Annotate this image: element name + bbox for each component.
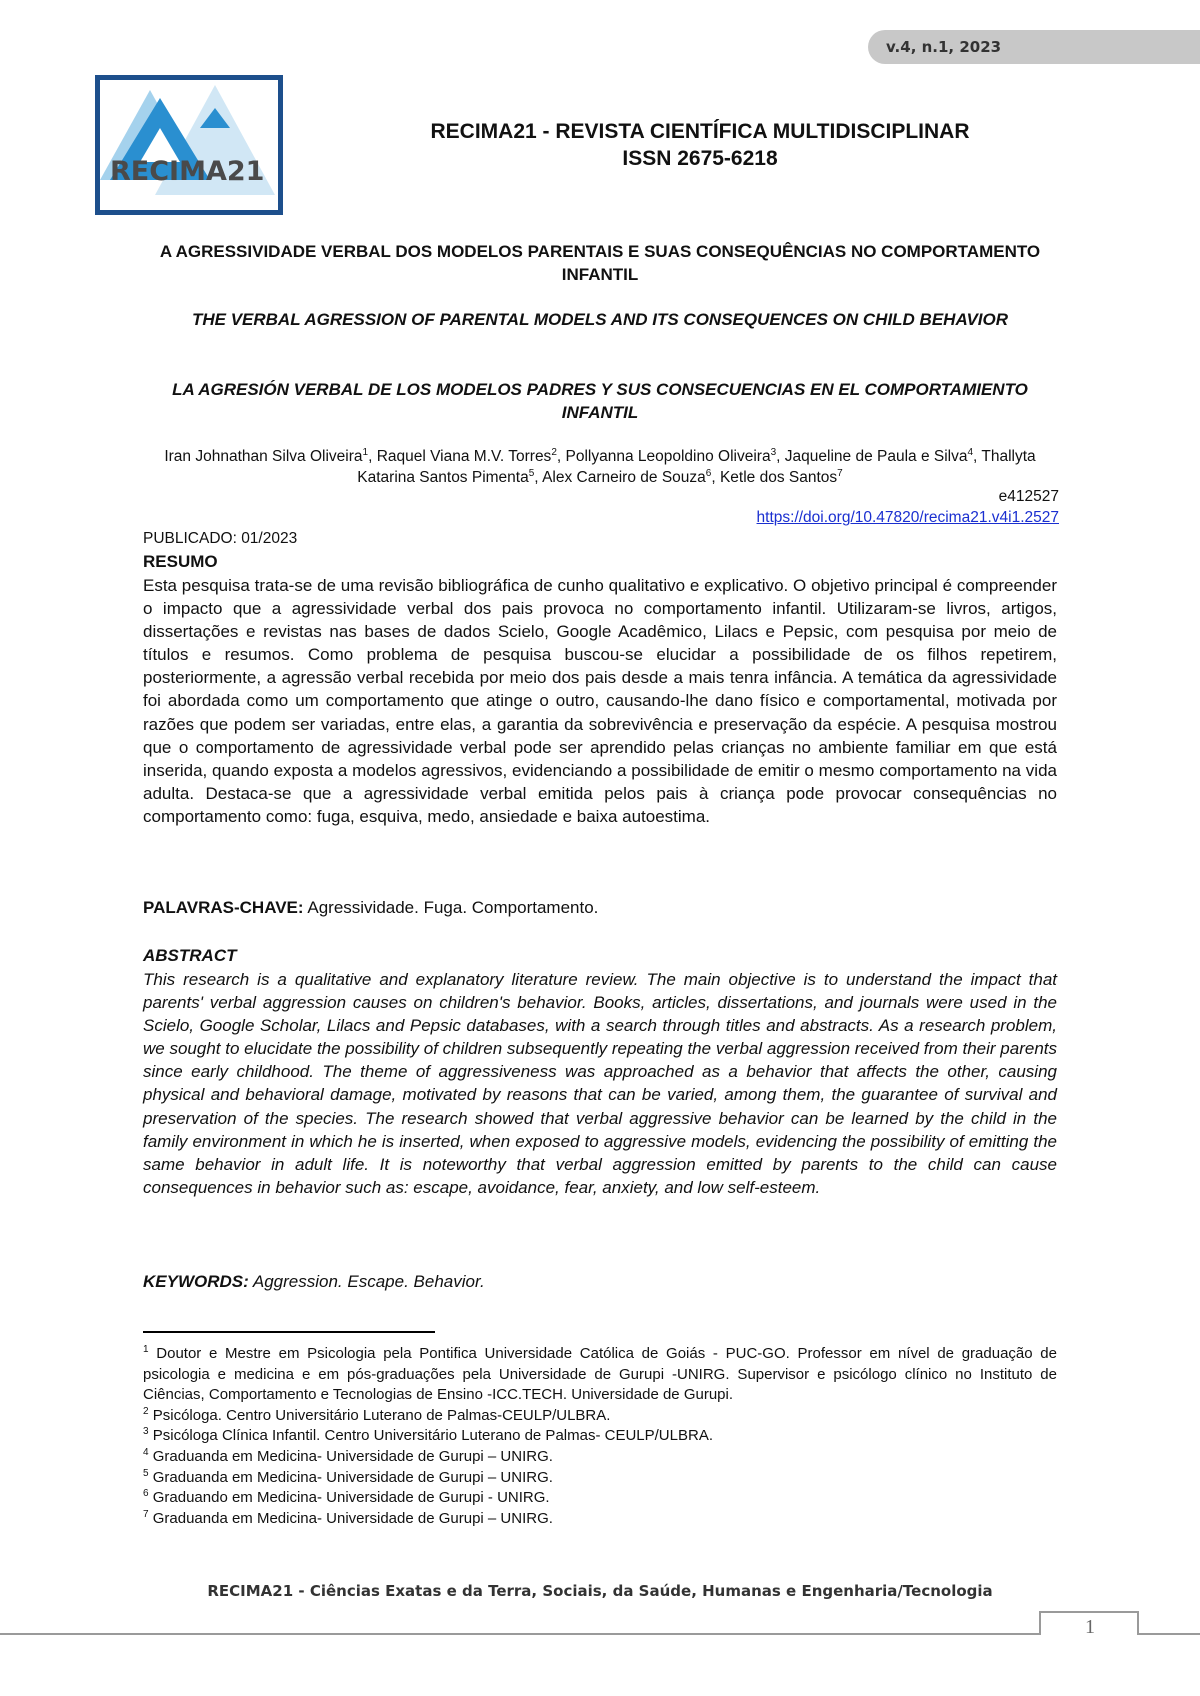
article-id: e412527 xyxy=(998,488,1059,505)
footnote-text: Graduando em Medicina- Universidade de Gurupi - UNIRG. xyxy=(152,1489,550,1507)
footnote-text: Graduanda em Medicina- Universidade de Gurupi – UNIRG. xyxy=(152,1447,553,1465)
footnote xyxy=(143,1406,1057,1427)
author-mark: 4 xyxy=(967,446,974,458)
issue-badge: v.4, n.1, 2023 xyxy=(868,30,1200,64)
footnote-mark: 1 xyxy=(143,1344,149,1355)
keywords-en-values: Aggression. Escape. Behavior. xyxy=(252,1272,485,1291)
author-name: Pollyanna Leopoldino Oliveira xyxy=(565,448,771,465)
journal-name: RECIMA21 - REVISTA CIENTÍFICA MULTIDISCIPLINAR xyxy=(430,120,970,143)
footnotes xyxy=(143,1344,1057,1529)
author-mark: 2 xyxy=(551,446,557,458)
author-mark: 7 xyxy=(837,467,843,479)
footnote-mark: 2 xyxy=(143,1405,149,1417)
footnote xyxy=(143,1488,1057,1509)
footnote xyxy=(143,1509,1057,1530)
footer-rule xyxy=(0,1606,1200,1646)
logo-text: RECIMA21 xyxy=(110,156,265,187)
footnote-divider xyxy=(143,1331,435,1333)
author-mark: 6 xyxy=(705,467,712,479)
keywords-en-label: KEYWORDS: xyxy=(143,1272,249,1291)
footnote-text: Graduanda em Medicina- Universidade de Gurupi – UNIRG. xyxy=(152,1468,553,1486)
author-name: Iran Johnathan Silva Oliveira xyxy=(164,448,363,465)
resumo-heading: RESUMO xyxy=(143,552,218,571)
author-name: Alex Carneiro de Souza xyxy=(542,469,706,486)
title-english: THE VERBAL AGRESSION OF PARENTAL MODELS AND ITS CONSEQUENCES ON CHILD BEHAVIOR xyxy=(191,310,1009,329)
title-spanish: LA AGRESIÓN VERBAL DE LOS MODELOS PADRES Y SUS CONSECUENCIAS EN EL COMPORTAMIENTO INFANTIL xyxy=(172,380,1028,422)
footnote-mark: 3 xyxy=(143,1426,149,1438)
resumo-text: Esta pesquisa trata-se de uma revisão bibliográfica de cunho qualitativo e explicativo. O objetivo principal é compreender o impacto que a agressividade verbal dos pais provoca no comportamento infantil. Utilizaram-se livros, artigos, dissertações e revistas nas bases de dados Scielo, Google Acadêmico, Lilacs e Pepsic, com pesquisa por meio de títulos e resumos. Como problema de pesquisa buscou-se elucidar a possibilidade de os filhos repetirem, posteriormente, a agressão verbal recebida por meio dos pais desde a mais tenra infância. A temática da agressividade foi abordada como um comportamento que atinge o outro, causando-lhe dano físico e comportamental, motivada por razões que podem ser variadas, entre elas, a garantia da sobrevivência e preservação da espécie. A pesquisa mostrou que o comportamento de agressividade verbal pode ser aprendido pelas crianças no ambiente familiar em que está inserida, quando exposta a modelos agressivos, evidenciando a possibilidade de emitir o mesmo comportamento na vida adulta. Destaca-se que a agressividade verbal emitida pelos pais à criança pode provocar consequências no comportamento como: fuga, esquiva, medo, ansiedade e baixa autoestima. xyxy=(143,576,1057,826)
footnote-text: Doutor e Mestre em Psicologia pela Pontifica Universidade Católica de Goiás - PUC-GO. Professor em nível de graduação de psicologia e medicina e em pós-graduações pela Universidade de Gurupi -UNIRG. Supervisor e psicólogo clínico no Instituto de Ciências, Comportamento e Tecnologias de Ensino -ICC.TECH. Universidade de Gurupi. xyxy=(143,1345,1057,1404)
footnote xyxy=(143,1447,1057,1468)
abstract-text: This research is a qualitative and explanatory literature review. The main objective is to understand the impact that parents' verbal aggression causes on children's behavior. Books, articles, dissertations, and journals were used in the Scielo, Google Scholar, Lilacs and Pepsic databases, with a search through titles and abstracts. As a research problem, we sought to elucidate the possibility of children subsequently repeating the verbal aggression received from their parents since early childhood. The theme of aggressiveness was approached as a behavior that affects the other, causing physical and behavioral damage, motivated by reasons that can be varied, among them, the guarantee of survival and preservation of the species. The research showed that verbal aggressive behavior can be learned by the child in the family environment in which he is inserted, when exposed to aggressive models, evidencing the possibility of emitting the same behavior in adult life. It is noteworthy that verbal aggression emitted by parents to the child can cause consequences in behavior such as: escape, avoidance, fear, anxiety, and low self-esteem. xyxy=(143,970,1057,1197)
author-name: Ketle dos Santos xyxy=(719,469,838,486)
keywords-pt xyxy=(143,898,598,918)
abstract-heading: ABSTRACT xyxy=(143,946,237,965)
footnote-text: Psicóloga. Centro Universitário Luterano de Palmas-CEULP/ULBRA. xyxy=(152,1406,611,1424)
journal-issn: ISSN 2675-6218 xyxy=(622,147,778,170)
author-mark: 3 xyxy=(770,446,777,458)
keywords-pt-label: PALAVRAS-CHAVE: xyxy=(143,898,304,917)
logo-graphic xyxy=(100,80,278,210)
author-mark: 5 xyxy=(528,467,535,479)
doi-link[interactable]: https://doi.org/10.47820/recima21.v4i1.2527 xyxy=(756,509,1059,526)
keywords-en xyxy=(143,1272,485,1292)
author-name: Thallyta Katarina Santos Pimenta xyxy=(357,448,1036,486)
page-number: 1 xyxy=(1085,1616,1095,1638)
footnote-mark: 7 xyxy=(143,1508,149,1520)
author-name: Raquel Viana M.V. Torres xyxy=(376,448,552,465)
author-name: Jaqueline de Paula e Silva xyxy=(784,448,968,465)
footnote xyxy=(143,1468,1057,1489)
footnote-text: Graduanda em Medicina- Universidade de Gurupi – UNIRG. xyxy=(152,1509,553,1527)
footnote-mark: 5 xyxy=(143,1467,149,1479)
keywords-pt-values: Agressividade. Fuga. Comportamento. xyxy=(307,898,599,917)
footnote-mark: 6 xyxy=(143,1488,149,1500)
footnote xyxy=(143,1344,1057,1406)
footer-text: RECIMA21 - Ciências Exatas e da Terra, Sociais, da Saúde, Humanas e Engenharia/Tecnologia xyxy=(207,1582,993,1600)
footnote-mark: 4 xyxy=(143,1446,149,1458)
journal-header xyxy=(300,118,1100,172)
footnote xyxy=(143,1426,1057,1447)
journal-logo xyxy=(95,75,283,215)
author-list: Iran Johnathan Silva Oliveira$^1$, Raquel Viana M.V. Torres$^2$, Pollyanna Leopoldino Oliveira$^3$, Jaqueline de Paula e Silva$^4$, Thallyta Katarina Santos Pimenta$^5$, Alex Carneiro de Souza$^6$, Ketle dos Santos$^7$ xyxy=(164,446,1036,486)
title-portuguese: A AGRESSIVIDADE VERBAL DOS MODELOS PARENTAIS E SUAS CONSEQUÊNCIAS NO COMPORTAMENTO INFANTIL xyxy=(159,242,1041,284)
author-mark: 1 xyxy=(362,446,369,458)
footnote-text: Psicóloga Clínica Infantil. Centro Universitário Luterano de Palmas- CEULP/ULBRA. xyxy=(152,1427,713,1445)
published-date: PUBLICADO: 01/2023 xyxy=(143,530,298,547)
